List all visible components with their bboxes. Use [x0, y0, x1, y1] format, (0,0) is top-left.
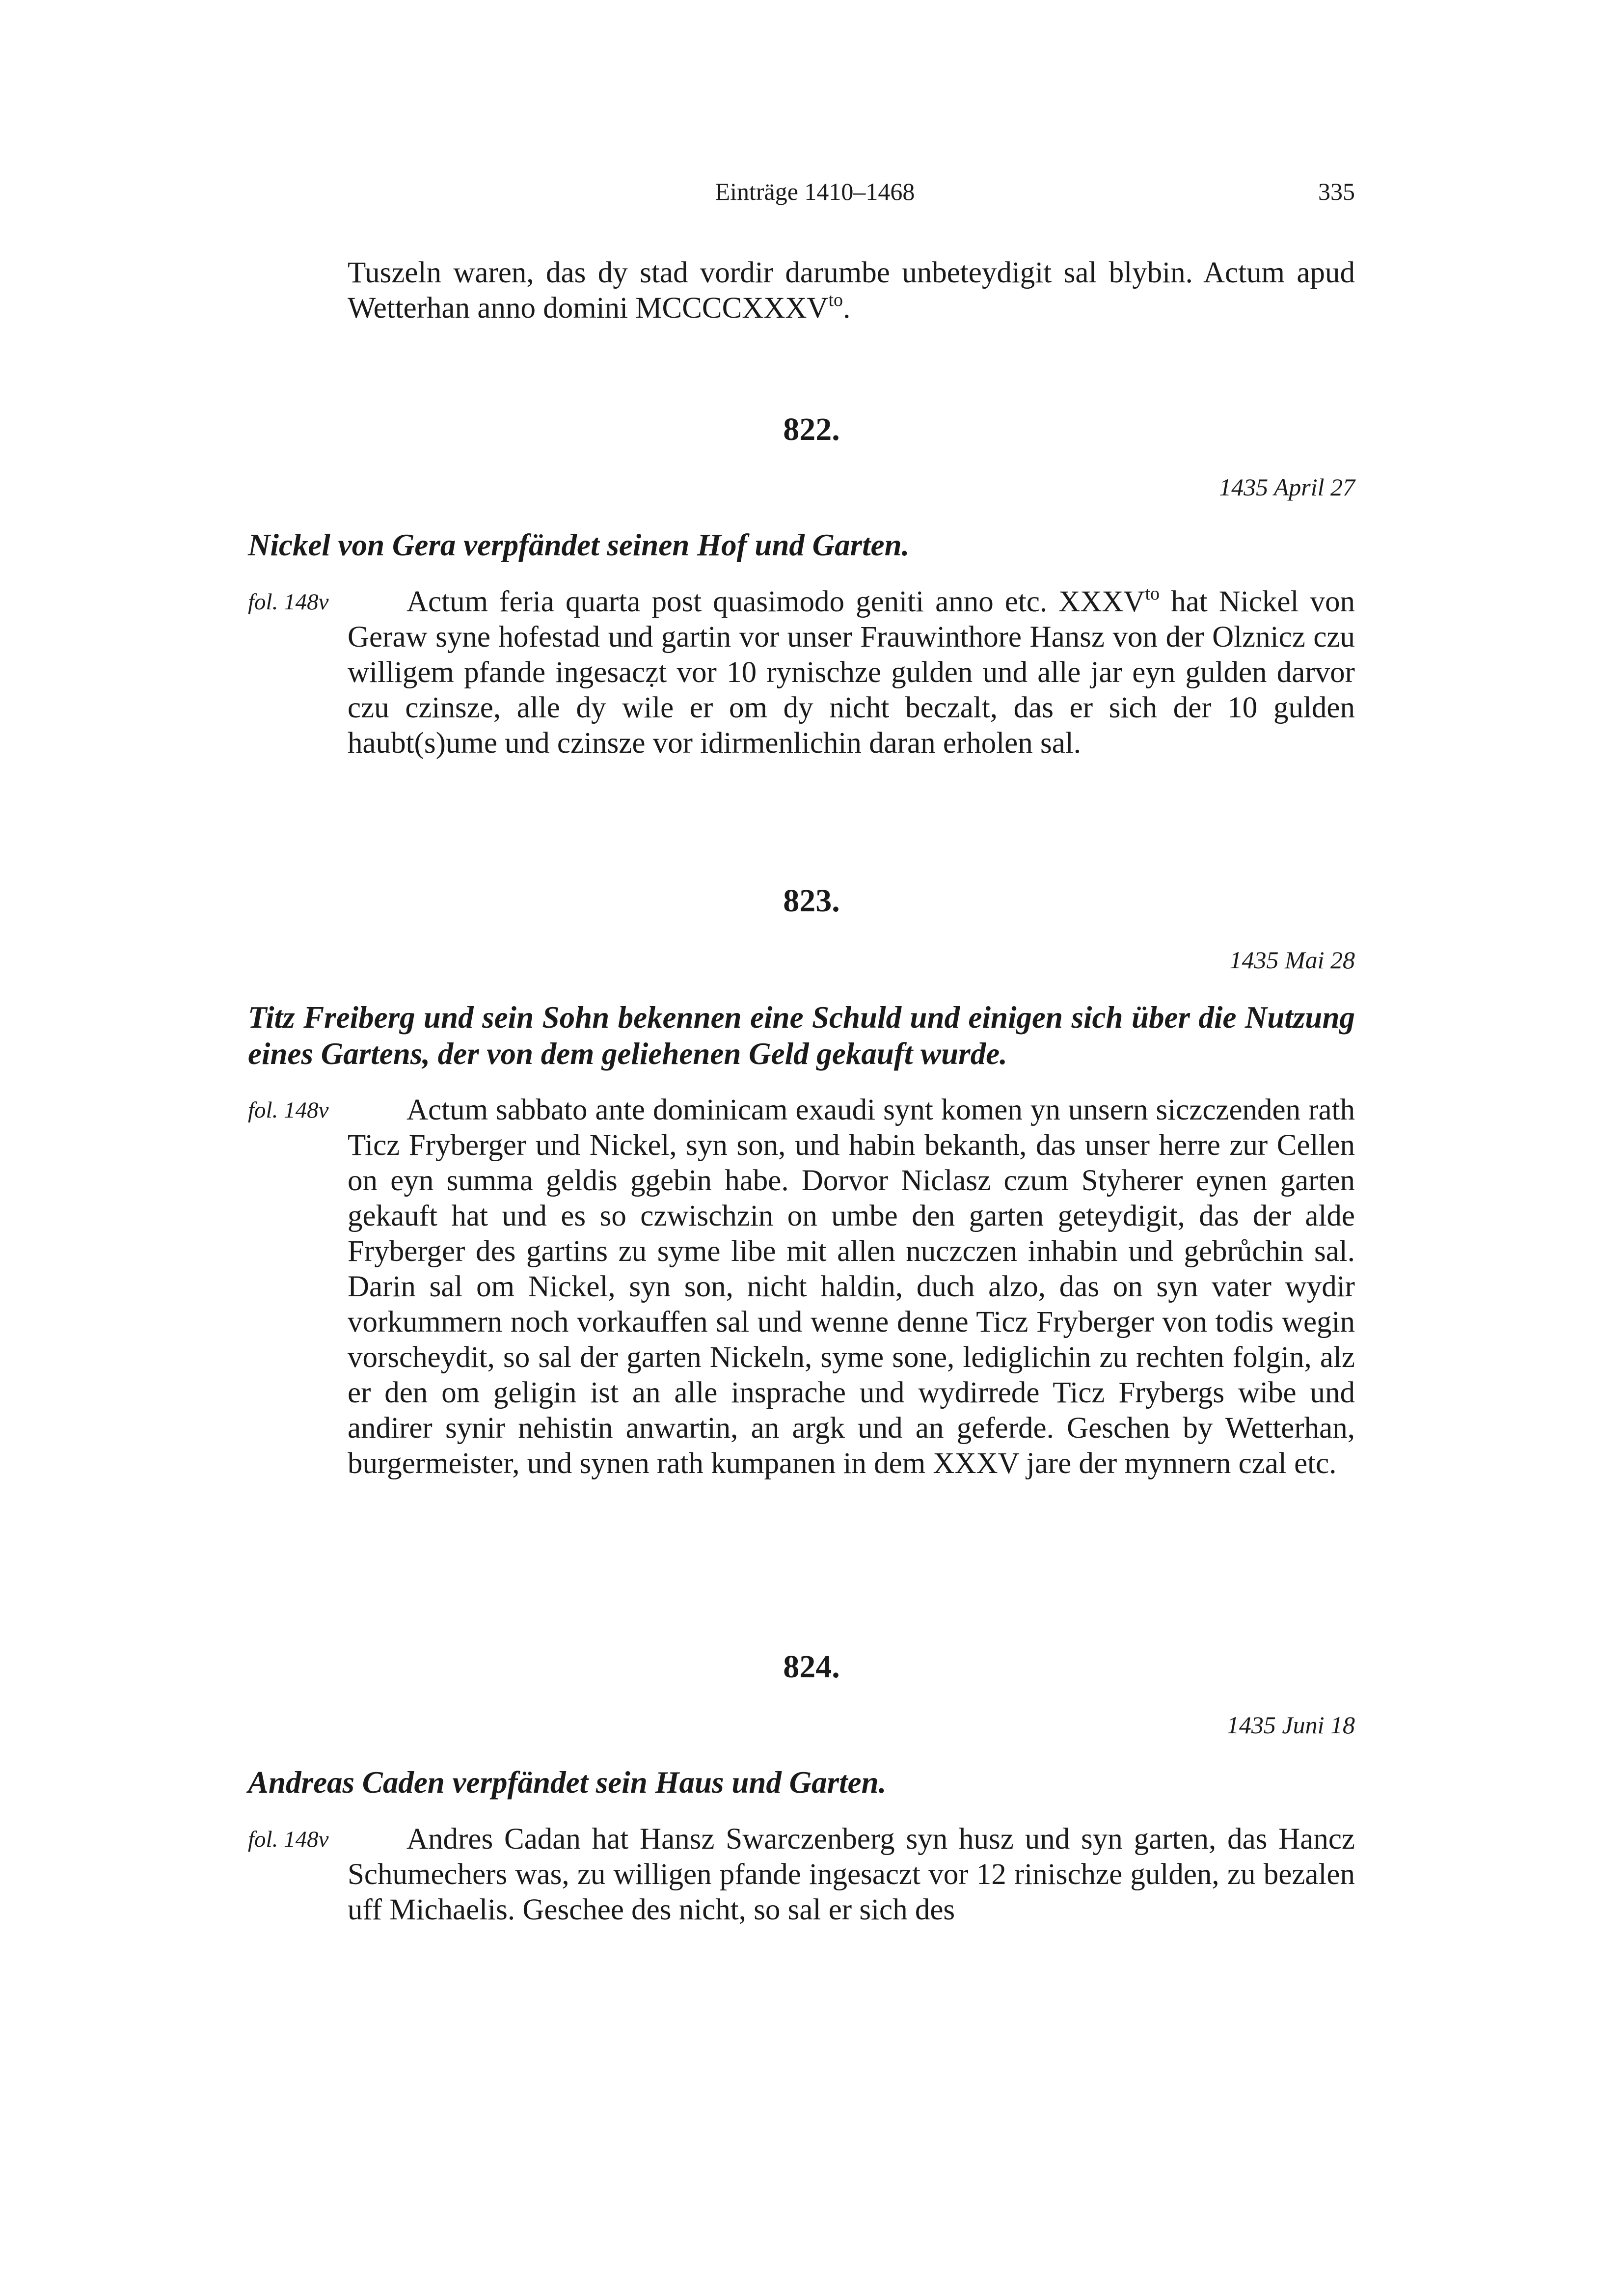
entry-text-sup: to — [1145, 583, 1160, 604]
entry-text-main: Actum sabbato ante dominicam exaudi synt komen yn unsern siczczenden rath Ticz Fryberger und Nickel, syn son, und habin bekanth, das unser herre zur Cellen on eyn summa geldis ggebin habe. Dorvor Niclasz czum Styherer eynen garten gekauft hat und es so czwischzin on umbe den garten geteydigit, das der alde Fryberger des gartins zu syme libe mit allen nuczczen inhabin und gebrůchin sal. Darin sal om Nickel, syn son, nicht haldin, duch alzo, das on syn vater wydir vorkummern noch vorkauffen sal und wenne denne Ticz Fryberger von todis wegin vorscheydit, so sal der garten Nickeln, syme sone, lediglichin zu rechten folgin, alz er den om geligin ist an alle insprache und wydirrede Ticz Frybergs wibe und andirer synir nehistin anwartin, an argk und an geferde. Geschen by Wetterhan, burgermeister, und synen rath kumpanen in dem XXXV jare der mynnern czal etc. — [348, 1093, 1355, 1480]
entry-text — [348, 1822, 1355, 1928]
folio-reference: fol. 148v — [248, 589, 329, 615]
continuation-paragraph — [348, 255, 1355, 326]
entry-date: 1435 Juni 18 — [1226, 1711, 1355, 1739]
entry-headline: Nickel von Gera verpfändet seinen Hof und Garten. — [248, 528, 910, 562]
entry-number: 823. — [783, 883, 840, 919]
entry-text-main: Andres Cadan hat Hansz Swarczenberg syn husz und syn garten, das Hancz Schumechers was, zu willigen pfande ingesaczt vor 12 rinischze gulden, zu bezalen uff Michaelis. Geschee des nicht, so sal er sich des — [348, 1823, 1355, 1926]
continuation-text-end: . — [843, 292, 851, 325]
running-title: Einträge 1410–1468 — [715, 178, 915, 205]
entry-number: 822. — [783, 411, 840, 447]
entry-date: 1435 April 27 — [1219, 473, 1355, 501]
entry-text-end: hat Nickel von Geraw syne hofestad und gartin vor unser Frauwinthore Hansz von der Olznicz czu willigem pfande ingesacẓt vor 10 rynischze gulden und alle jar eyn gulden darvor czu czinsze, alle dy wile er om dy nicht beczalt, das er sich der 10 gulden haubt(s)ume und czinsze vor idirmenlichin daran erholen sal. — [348, 585, 1355, 760]
entry-number: 824. — [783, 1649, 840, 1685]
page-number: 335 — [1318, 178, 1355, 205]
entry-headline: Titz Freiberg und sein Sohn bekennen eine Schuld und einigen sich über die Nutzung eines Gartens, der von dem geliehenen Geld gekauft wurde. — [248, 1000, 1355, 1071]
entry-headline: Andreas Caden verpfändet sein Haus und Garten. — [248, 1765, 887, 1800]
folio-reference: fol. 148v — [248, 1827, 329, 1852]
continuation-sup: to — [828, 290, 843, 310]
entry-text-main: Actum feria quarta post quasimodo geniti anno etc. XXXV — [406, 585, 1145, 618]
entry-text — [348, 1093, 1355, 1481]
continuation-text: Tuszeln waren, das dy stad vordir darumbe unbeteydigit sal blybin. Actum apud Wetterhan anno domini MCCCCXXXV — [348, 256, 1355, 325]
entry-date: 1435 Mai 28 — [1229, 946, 1355, 974]
entry-text — [348, 584, 1355, 761]
folio-reference: fol. 148v — [248, 1097, 329, 1123]
